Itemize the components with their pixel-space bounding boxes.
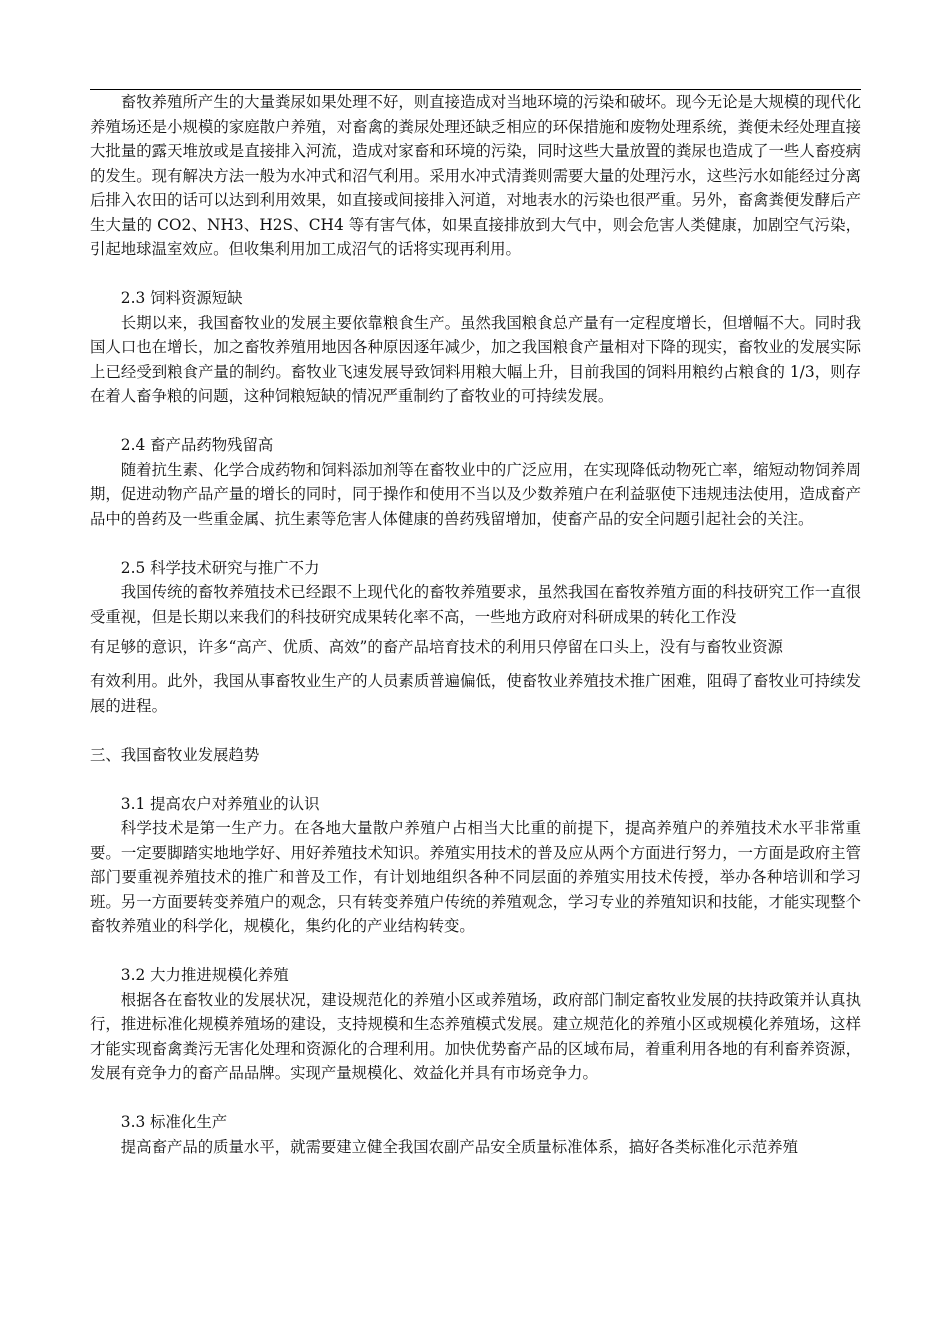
paragraph-standardization: 提高畜产品的质量水平，就需要建立健全我国农副产品安全质量标准体系，搞好各类标准化示范养殖 [120,1137,798,1156]
section-gap [90,767,861,792]
heading-2-5: 2.5 科学技术研究与推广不力 [120,558,320,577]
section-gap [90,409,861,434]
heading-3-3: 3.3 标准化生产 [120,1113,228,1131]
section-gap [90,939,861,964]
section-gap [90,718,861,743]
section-gap [90,1086,861,1111]
heading-2-3: 2.3 饲料资源短缺 [120,289,243,307]
heading-2-4: 2.4 畜产品药物残留高 [120,436,274,454]
paragraph-tech-promotion-a: 我国传统的畜牧养殖技术已经跟不上现代化的畜牧养殖要求，虽然我国在畜牧养殖方面的科技研究工作一直很受重视，但是长期以来我们的科技研究成果转化率不高，一些地方政府对科研成果的转化工作没 [90,583,861,626]
paragraph-scale-farming: 根据各在畜牧业的发展状况，建设规范化的养殖小区或养殖场，政府部门制定畜牧业发展的扶持政策并认真执行，推进标准化规模养殖场的建设，支持规模和生态养殖模式发展。建立规范化的养殖小区或规模化养殖场，这样才能实现畜禽粪污无害化处理和资源化的合理利用。加快优势畜产品的区域布局，着重利用各地的有利畜养资源，发展有竞争力的畜产品品牌。实现产量规模化、效益化并具有市场竞争力。 [90,990,861,1082]
paragraph-farmer-awareness: 科学技术是第一生产力。在各地大量散户养殖户占相当大比重的前提下，提高养殖户的养殖技术水平非常重要。一定要脚踏实地地学好、用好养殖技术知识。养殖实用技术的普及应从两个方面进行努力，一方面是政府主管部门要重视养殖技术的推广和普及工作，有计划地组织各种不同层面的养殖实用技术传授，举办各种培训和学习班。另一方面要转变养殖户的观念，只有转变养殖户传统的养殖观念，学习专业的养殖知识和技能，才能实现整个畜牧养殖业的科学化，规模化，集约化的产业结构转变。 [90,819,861,935]
paragraph-tech-promotion-c: 有效利用。此外，我国从事畜牧业生产的人员素质普遍偏低，使畜牧业养殖技术推广困难，阻碍了畜牧业可持续发展的进程。 [90,672,861,715]
paragraph-drug-residue: 随着抗生素、化学合成药物和饲料添加剂等在畜牧业中的广泛应用，在实现降低动物死亡率，缩短动物饲养周期，促进动物产品产量的增长的同时，同于操作和使用不当以及少数养殖户在利益驱使下违规违法使用，造成畜产品中的兽药及一些重金属、抗生素等危害人体健康的兽药残留增加，使畜产品的安全问题引起社会的关注。 [90,460,861,528]
section-gap [90,262,861,287]
document-body [90,90,861,1159]
paragraph-tech-promotion-b: 有足够的意识，许多“高产、优质、高效”的畜产品培育技术的利用只停留在口头上，没有与畜牧业资源 [90,638,783,656]
paragraph-feed-shortage: 长期以来，我国畜牧业的发展主要依靠粮食生产。虽然我国粮食总产量有一定程度增长，但增幅不大。同时我国人口也在增长，加之畜牧养殖用地因各种原因逐年减少，加之我国粮食产量相对下降的现实，畜牧业的发展实际上已经受到粮食产量的制约。畜牧业飞速发展导致饲料用粮大幅上升，目前我国的饲料用粮约占粮食的 1/3，则存在着人畜争粮的问题，这种饲粮短缺的情况严重制约了畜牧业的可持续发展。 [90,313,861,405]
heading-3-1: 3.1 提高农户对养殖业的认识 [120,794,320,813]
section-gap [90,531,861,556]
paragraph-manure-pollution: 畜牧养殖所产生的大量粪尿如果处理不好，则直接造成对当地环境的污染和破坏。现今无论是大规模的现代化养殖场还是小规模的家庭散户养殖，对畜禽的粪尿处理还缺乏相应的环保措施和废物处理系统，粪便未经处理直接大批量的露天堆放或是直接排入河流，造成对家畜和环境的污染，同时这些大量放置的粪尿也造成了一些人畜疫病的发生。现有解决方法一般为水冲式和沼气利用。采用水冲式清粪则需要大量的处理污水，这些污水如能经过分离后排入农田的话可以达到利用效果，如直接或间接排入河道，对地表水的污染也很严重。另外，畜禽粪便发酵后产生大量的 CO2、NH3、H2S、CH4 等有害气体，如果直接排放到大气中，则会危害人类健康，加剧空气污染，引起地球温室效应。但收集利用加工成沼气的话将实现再利用。 [90,93,861,258]
heading-3-2: 3.2 大力推进规模化养殖 [120,966,289,984]
heading-3: 三、我国畜牧业发展趋势 [90,745,260,764]
